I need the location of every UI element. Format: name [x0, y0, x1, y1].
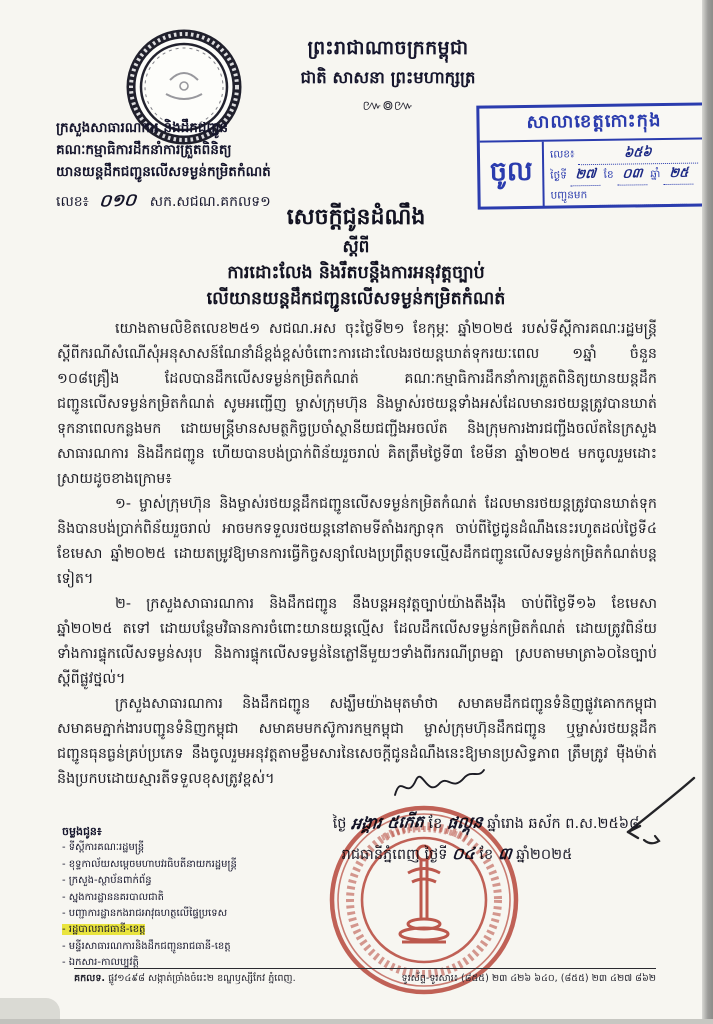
- letterhead-line1: ក្រសួងសាធារណការ និងដឹកជញ្ជូន: [56, 120, 229, 136]
- footer-phone: ទូរស័ព្ទ-ទូរសារ៖ (៨៥៥) ២៣ ៤២៦ ៦៤០, (៨៥៥) ២៣ ៤២៧ ៨៦២: [401, 973, 656, 984]
- title-subject-line1: ការដោះលែង និងរឹតបន្តឹងការអនុវត្តច្បាប់: [227, 263, 485, 283]
- scan-edge-corner: [0, 998, 60, 1024]
- letterhead: [56, 117, 386, 183]
- cc-item: - បញ្ជាការដ្ឋានកងរាជអាវុធហត្ថលើផ្ទៃប្រទេស: [62, 908, 228, 920]
- handwritten-lunar-month: ផល្គុន: [446, 812, 484, 833]
- stamp-in-word: ចូល: [480, 142, 545, 208]
- handwritten-month: ៣: [497, 843, 513, 864]
- provincial-entry-stamp: [476, 102, 712, 209]
- handwritten-day: ០៤: [451, 843, 476, 864]
- cc-item: - មន្ទីរសាធារណការនិងដឹកជញ្ជូនរាជធានី-ខេត្ត: [62, 940, 231, 952]
- cc-item: - ខុទ្ទកាល័យសម្តេចមហាបវរធិបតីនាយករដ្ឋមន្ត្រី: [62, 858, 237, 870]
- scan-edge-right: [702, 0, 713, 1024]
- stamp-number-line: លេខ៖ ៦៥៦: [550, 142, 705, 165]
- footer-divider: [74, 968, 656, 969]
- cc-item: - ឯកសារ-កាលប្បវត្តិ: [62, 957, 139, 969]
- lunar-dateline: ថ្ងៃ អង្គារ ៥កើត ខែ ផល្គុន ឆ្នាំរោង ឆស័ក ព.ស.២៥៦៨: [268, 812, 704, 836]
- national-motto: ជាតិ សាសនា ព្រះមហាក្សត្រ: [300, 68, 476, 87]
- stamp-title: សាលាខេត្តកោះកុង: [479, 105, 708, 142]
- document-title: សេចក្តីជូនដំណឹង: [286, 205, 426, 230]
- motto-ornament: ៚៙៚: [362, 98, 414, 114]
- title-subject-line2: លើយានយន្តដឹកជញ្ជូនលើសទម្ងន់កម្រិតកំណត់: [206, 289, 506, 309]
- body-paragraph-1: យោងតាមលិខិតលេខ២៥១ សជណ.អស ចុះថ្ងៃទី២១ ខែកុម្ភៈ ឆ្នាំ២០២៥ របស់ទីស្តីការគណៈរដ្ឋមន្ត្រី ស្តីពីករណីសំណើសុំអនុសាសន៍ណែនាំដ៏ខ្ពង់ខ្ពស់ចំពោះការដោះលែងរថយន្តឃាត់ទុករយៈពេល ១ឆ្នាំ ចំនួន ១០៨គ្រឿង ដែលបានដឹកលើសទម្ងន់កម្រិតកំណត់ គណៈកម្មាធិការដឹកនាំការត្រួតពិនិត្យយានយន្តដឹកជញ្ជូនលើសទម្ងន់កម្រិតកំណត់ សូមអញ្ជើញ ម្ចាស់ក្រុមហ៊ុន និងម្ចាស់រថយន្តទាំងអស់ដែលមានរថយន្តត្រូវបានឃាត់ទុកនាពេលកន្លងមក ដោយមន្ត្រីមានសមត្ថកិច្ចប្រចាំស្ថានីយជញ្ជីងអចល័ត និងក្រុមការងារជញ្ជីងចល័តនៃក្រសួងសាធារណការ និងដឹកជញ្ជូន ហើយបានបង់ប្រាក់ពិន័យរួចរាល់ គិតត្រឹមថ្ងៃទី៣ ខែមីនា ឆ្នាំ២០២៥ មកចូលរួមដោះស្រាយដូចខាងក្រោម៖: [57, 321, 657, 487]
- stamp-month-handwritten: ០៣: [621, 165, 643, 183]
- stamp-year-handwritten: ២៥: [668, 165, 689, 182]
- letterhead-line3: យានយន្តដឹកជញ្ជូនលើសទម្ងន់កម្រិតកំណត់: [56, 164, 271, 180]
- ref-code: សក.សជណ.គកលទ១: [149, 194, 271, 210]
- scan-edge-bottom: [0, 1019, 713, 1024]
- stamp-number-handwritten: ៦៥៦: [623, 144, 653, 162]
- body-point-1: ១- ម្ចាស់ក្រុមហ៊ុន និងម្ចាស់រថយន្តដឹកជញ្ជូនលើសទម្ងន់កម្រិតកំណត់ ដែលមានរថយន្តត្រូវបានឃាត់ទុក និងបានបង់ប្រាក់ពិន័យរួចរាល់ អាចមកទទួលរថយន្តនៅតាមទីតាំងរក្សាទុក ចាប់ពីថ្ងៃជូនដំណឹងនេះរហូតដល់ថ្ងៃទី៤ ខែមេសា ឆ្នាំ២០២៥ ដោយតម្រូវឱ្យមានការធ្វើកិច្ចសន្យាលែងប្រព្រឹត្តបទល្មើសដឹកជញ្ជូនលើសទម្ងន់កម្រិតកំណត់បន្តទៀត។: [57, 496, 657, 587]
- cc-heading: ចម្លងជូន៖: [62, 825, 102, 838]
- ref-label: លេខ៖: [56, 194, 89, 210]
- ref-number-handwritten: ០១០: [98, 190, 137, 212]
- title-regarding: ស្តីពី: [342, 237, 370, 257]
- stamp-day-handwritten: ២៧: [574, 166, 597, 183]
- cc-item: - ទីស្តីការគណៈរដ្ឋមន្ត្រី: [62, 842, 145, 854]
- cc-item-highlighted: - រដ្ឋបាលរាជធានី-ខេត្ត: [62, 924, 146, 936]
- civil-dateline: រាជធានីភ្នំពេញ ថ្ងៃទី ០៤ ខែ ៣ ឆ្នាំ២០២៥: [282, 843, 632, 867]
- letter-body: [57, 317, 657, 792]
- footer-address: គកលទ. ផ្លូវ១៤៩៨ សង្កាត់ច្រាំងចំរេះ២ ខណ្ឌឫស្សីកែវ ភ្នំពេញ.: [74, 973, 296, 984]
- cc-list: [62, 824, 317, 972]
- stamp-date-line: ថ្ងៃទី ២៧ ខែ ០៣ ឆ្នាំ ២៥: [550, 163, 705, 186]
- cc-item: - ក្រសួង-ស្ថាប័នពាក់ព័ន្ធ: [62, 875, 152, 887]
- letterhead-line2: គណៈកម្មាធិការដឹកនាំការត្រួតពិនិត្យ: [56, 142, 232, 158]
- stamp-forward-line: បញ្ជូនមក: [550, 184, 705, 206]
- body-paragraph-2: ក្រសួងសាធារណការ និងដឹកជញ្ជូន សង្ឃឹមយ៉ាងមុតមាំថា សមាគមដឹកជញ្ជូនទំនិញផ្លូវគោកកម្ពុជា សមាគមភ្នាក់ងារបញ្ជូនទំនិញកម្ពុជា សមាគមមកស៊ូការកម្មកម្ពុជា ម្ចាស់ក្រុមហ៊ុនដឹកជញ្ជូន ឬម្ចាស់រថយន្តដឹកជញ្ជូនធុនធ្ងន់គ្រប់ប្រភេទ នឹងចូលរួមអនុវត្តតាមខ្លឹមសារនៃសេចក្តីជូនដំណឹងនេះឱ្យមានប្រសិទ្ធភាព ត្រឹមត្រូវ ម៉ឺងម៉ាត់ និងប្រកបដោយស្មារតីទទួលខុសត្រូវខ្ពស់។: [57, 696, 657, 787]
- body-point-2: ២- ក្រសួងសាធារណការ និងដឹកជញ្ជូន នឹងបន្តអនុវត្តច្បាប់យ៉ាងតឹងរ៉ឹង ចាប់ពីថ្ងៃទី១៦ ខែមេសា ឆ្នាំ២០២៥ តទៅ ដោយបន្ថែមវិធានការចំពោះយានយន្តល្មើស ដែលដឹកលើសទម្ងន់កម្រិតកំណត់ ដោយត្រូវពិន័យទាំងការផ្ទុកលើសទម្ងន់សរុប និងការផ្ទុកលើសទម្ងន់នៃភ្លៅនីមួយៗទាំងពីរករណីព្រមគ្នា ស្របតាមមាត្រា៦០នៃច្បាប់ស្តីពីផ្លូវថ្នល់។: [57, 596, 657, 687]
- cc-item: - ស្នងការដ្ឋាននគរបាលជាតិ: [62, 891, 165, 903]
- kingdom-title: ព្រះរាជាណាចក្រកម្ពុជា: [307, 37, 469, 59]
- footer: [74, 972, 656, 986]
- handwritten-weekday: អង្គារ ៥កើត: [350, 811, 425, 834]
